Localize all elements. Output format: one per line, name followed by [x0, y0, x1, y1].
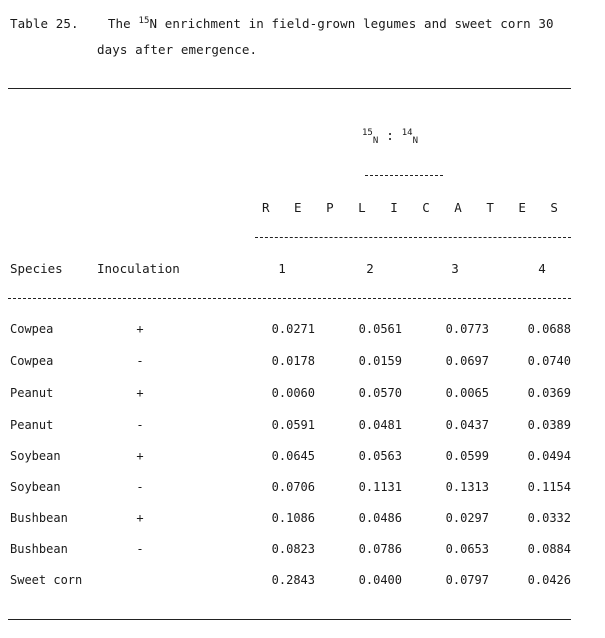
value-cell: 0.0481 [358, 418, 402, 432]
value-cell: 0.0797 [445, 573, 489, 587]
value-cell: 0.0426 [527, 573, 571, 587]
species-cell: Bushbean [10, 511, 68, 525]
caption-text-start: The [107, 16, 131, 31]
value-cell: 0.1154 [527, 480, 571, 494]
value-cell: 0.0740 [527, 354, 571, 368]
replicates-header [262, 200, 558, 215]
value-cell: 0.0060 [271, 386, 315, 400]
value-cell: 0.0178 [271, 354, 315, 368]
column-header-rep-4: 4 [538, 261, 546, 276]
inoculation-cell: - [136, 480, 144, 494]
value-cell: 0.0159 [358, 354, 402, 368]
inoculation-cell: + [136, 449, 144, 463]
value-cell: 0.0706 [271, 480, 315, 494]
ratio-underline [365, 175, 443, 176]
species-cell: Cowpea [10, 322, 54, 336]
value-cell: 0.0271 [271, 322, 315, 336]
ratio-n-1: N [372, 136, 379, 146]
value-cell: 0.0645 [271, 449, 315, 463]
inoculation-cell: + [136, 322, 144, 336]
value-cell: 0.0369 [527, 386, 571, 400]
ratio-header [362, 128, 418, 146]
species-cell: Peanut [10, 386, 54, 400]
rep-letter: P [326, 200, 334, 215]
species-cell: Sweet corn [10, 573, 83, 587]
value-cell: 0.0437 [445, 418, 489, 432]
inoculation-cell: + [136, 511, 144, 525]
value-cell: 0.0697 [445, 354, 489, 368]
column-header-species: Species [10, 261, 63, 276]
value-cell: 0.0065 [445, 386, 489, 400]
column-header-rep-1: 1 [278, 261, 286, 276]
top-rule [8, 88, 571, 89]
rep-letter: I [390, 200, 398, 215]
replicates-underline [255, 237, 571, 238]
inoculation-cell: - [136, 354, 144, 368]
value-cell: 0.0389 [527, 418, 571, 432]
column-header-inoculation: Inoculation [97, 261, 180, 276]
value-cell: 0.2843 [271, 573, 315, 587]
rep-letter: S [550, 200, 558, 215]
value-cell: 0.0884 [527, 542, 571, 556]
rep-letter: T [486, 200, 494, 215]
value-cell: 0.0823 [271, 542, 315, 556]
ratio-sup-15: 15 [362, 128, 373, 138]
value-cell: 0.0400 [358, 573, 402, 587]
species-cell: Cowpea [10, 354, 54, 368]
value-cell: 0.1313 [445, 480, 489, 494]
caption-superscript: 15 [138, 16, 150, 26]
species-cell: Soybean [10, 480, 61, 494]
bottom-rule [8, 619, 571, 620]
rep-letter: E [294, 200, 302, 215]
value-cell: 0.0773 [445, 322, 489, 336]
value-cell: 0.0494 [527, 449, 571, 463]
column-header-rep-3: 3 [451, 261, 459, 276]
table-caption-line-2: days after emergence. [97, 42, 258, 57]
value-cell: 0.0688 [527, 322, 571, 336]
table-label: Table 25. [10, 16, 79, 31]
column-header-rep-2: 2 [366, 261, 374, 276]
inoculation-cell: + [136, 386, 144, 400]
caption-text-rest: N enrichment in field-grown legumes and sweet corn 30 [149, 16, 554, 31]
rep-letter: L [358, 200, 366, 215]
ratio-separator: : [378, 129, 402, 144]
header-rule [8, 298, 571, 299]
value-cell: 0.1131 [358, 480, 402, 494]
value-cell: 0.0563 [358, 449, 402, 463]
value-cell: 0.0561 [358, 322, 402, 336]
value-cell: 0.0786 [358, 542, 402, 556]
ratio-sup-14: 14 [401, 128, 413, 138]
inoculation-cell: - [136, 542, 144, 556]
rep-letter: R [262, 200, 270, 215]
value-cell: 0.0591 [271, 418, 315, 432]
value-cell: 0.0570 [358, 386, 402, 400]
value-cell: 0.0332 [527, 511, 571, 525]
value-cell: 0.0297 [445, 511, 489, 525]
value-cell: 0.0653 [445, 542, 489, 556]
rep-letter: E [518, 200, 526, 215]
rep-letter: C [422, 200, 430, 215]
species-cell: Peanut [10, 418, 54, 432]
species-cell: Soybean [10, 449, 61, 463]
species-cell: Bushbean [10, 542, 68, 556]
value-cell: 0.0599 [445, 449, 489, 463]
inoculation-cell: - [136, 418, 144, 432]
value-cell: 0.0486 [358, 511, 402, 525]
table-caption-line-1 [10, 16, 554, 31]
value-cell: 0.1086 [271, 511, 315, 525]
rep-letter: A [454, 200, 462, 215]
ratio-n-2: N [412, 136, 419, 146]
